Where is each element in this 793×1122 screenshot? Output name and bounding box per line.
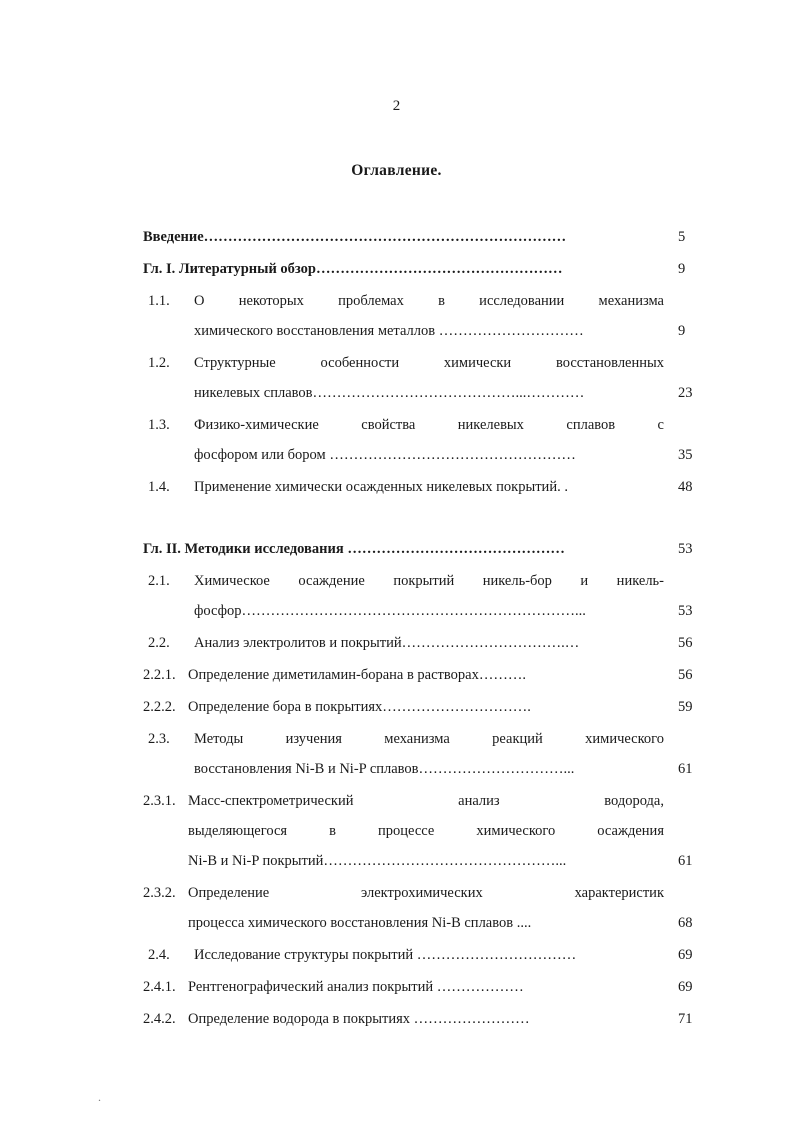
toc-entry-line: химического восстановления металлов ………………………… [194,323,584,339]
toc-entry-line: процесса химического восстановления Ni-B сплавов .... [188,915,532,931]
toc-entry-line: Гл. II. Методики исследования ……………………………………… [143,541,565,557]
toc-entry[interactable] [143,254,718,284]
toc-entry-line: Определение диметиламин-борана в растворах………. [188,667,526,683]
toc-entry-line: Исследование структуры покрытий …………………………… [194,947,577,963]
toc-page-number: 48 [678,479,693,495]
toc-entry-text [194,566,664,626]
toc-entry-number: 1.4. [148,479,170,495]
toc-page-number: 61 [678,853,693,869]
toc-entry-text [143,692,664,722]
toc-entry-text [194,348,664,408]
toc-entry[interactable] [143,940,718,970]
toc-page-number: 35 [678,447,693,463]
toc-page-number: 53 [678,603,693,619]
toc-entry-line: Введение………………………………………………………………… [143,229,567,245]
toc-entry-line: фосфор……………………………………………………………... [194,603,586,619]
toc-page-number: 56 [678,635,693,651]
toc-entry[interactable] [143,628,718,658]
toc-entry-text [194,940,664,970]
toc-entry-text [143,222,664,252]
toc-page-number: 68 [678,915,693,931]
toc-spacer [143,504,718,534]
toc-page-number: 56 [678,667,693,683]
toc-entry-line: Гл. I. Литературный обзор…………………………………………… [143,261,563,277]
toc-entry[interactable] [143,286,718,346]
toc-entry-text [194,286,664,346]
toc-entry-number: 2.4. [148,947,170,963]
toc-entry-number: 2.1. [148,573,170,589]
toc-entry-line: Химическое осаждение покрытий никель-бор и никель- [194,573,664,589]
toc-entry-number: 1.3. [148,417,170,433]
toc-entry-number: 1.2. [148,355,170,371]
toc-entry-text [143,786,664,876]
toc-page-number: 23 [678,385,693,401]
toc-entry-line: О некоторых проблемах в исследовании механизма [194,293,664,309]
toc-entry-line: Анализ электролитов и покрытий…………………………….… [194,635,580,651]
toc-page-number: 71 [678,1011,693,1027]
toc-entry[interactable]: 2.3.2. Определение электрохимических характеристик процесса химического восстановления Ni-B сплавов .... 68 [143,878,718,938]
toc-entry-number: 2.3. [148,731,170,747]
toc-entry[interactable]: 2.2.2. Определение бора в покрытиях…………………………. 59 [143,692,718,722]
toc-entry[interactable] [143,348,718,408]
page-title: Оглавление. [351,162,442,179]
toc-page-number: 53 [678,541,693,557]
toc-entry[interactable] [143,222,718,252]
toc-entry-line: Физико-химические свойства никелевых сплавов с [194,417,664,433]
toc-entry[interactable] [143,534,718,564]
toc-entry-line: Структурные особенности химически восстановленных [194,355,664,371]
toc-page-number: 69 [678,979,693,995]
toc-entry-text [194,472,664,502]
toc-entry[interactable]: 2.4.2. Определение водорода в покрытиях …………………… 71 [143,1004,718,1034]
toc-entry[interactable] [143,566,718,626]
toc-entry[interactable]: 2.4.1. Рентгенографический анализ покрытий ……………… 69 [143,972,718,1002]
toc-entry-line: никелевых сплавов……………………………………...………… [194,385,585,401]
toc-entry-line: Определение бора в покрытиях…………………………. [188,699,531,715]
toc-entry-line: фосфором или бором …………………………………………… [194,447,576,463]
toc-entry-text [143,254,664,284]
toc-entry-line: Применение химически осажденных никелевых покрытий. . [194,479,568,495]
toc-entry-text [194,410,664,470]
toc-entry-line: Масс-спектрометрический анализ водорода, [188,793,664,809]
toc-entry-text [194,628,664,658]
toc-page-number: 59 [678,699,693,715]
corner-mark: . [98,1090,101,1104]
toc-page-number: 5 [678,229,686,245]
page-number: 2 [392,98,401,114]
toc-entry-text [143,1004,664,1034]
toc-entry[interactable]: 2.3.1. Масс-спектрометрический анализ водорода, выделяющегося в процессе химического осаждения Ni-B и Ni-P покрытий…………………………………………... 61 [143,786,718,876]
toc-entry-line: восстановления Ni-B и Ni-P сплавов…………………………... [194,761,575,777]
toc-entry-text [194,724,664,784]
toc-entry[interactable] [143,472,718,502]
toc-entry-text [143,878,664,938]
toc-entry[interactable]: 2.2.1. Определение диметиламин-борана в растворах………. 56 [143,660,718,690]
toc-entry-line: Ni-B и Ni-P покрытий…………………………………………... [188,853,567,869]
toc-entry-text [143,972,664,1002]
toc-page-number: 61 [678,761,693,777]
toc-entry-line: Рентгенографический анализ покрытий ……………… [188,979,524,995]
toc-page-number: 9 [678,261,686,277]
toc-page-number: 69 [678,947,693,963]
toc-entry[interactable] [143,724,718,784]
toc-page-number: 9 [678,323,686,339]
toc-entry[interactable] [143,410,718,470]
table-of-contents [143,222,718,1036]
toc-entry-text [143,660,664,690]
toc-entry-line: Определение электрохимических характеристик [188,885,664,901]
toc-entry-line: Методы изучения механизма реакций химического [194,731,664,747]
toc-entry-number: 2.2. [148,635,170,651]
toc-entry-line: Определение водорода в покрытиях …………………… [188,1011,530,1027]
toc-entry-text [143,534,664,564]
toc-entry-line: выделяющегося в процессе химического осаждения [188,823,664,839]
toc-entry-number: 1.1. [148,293,170,309]
